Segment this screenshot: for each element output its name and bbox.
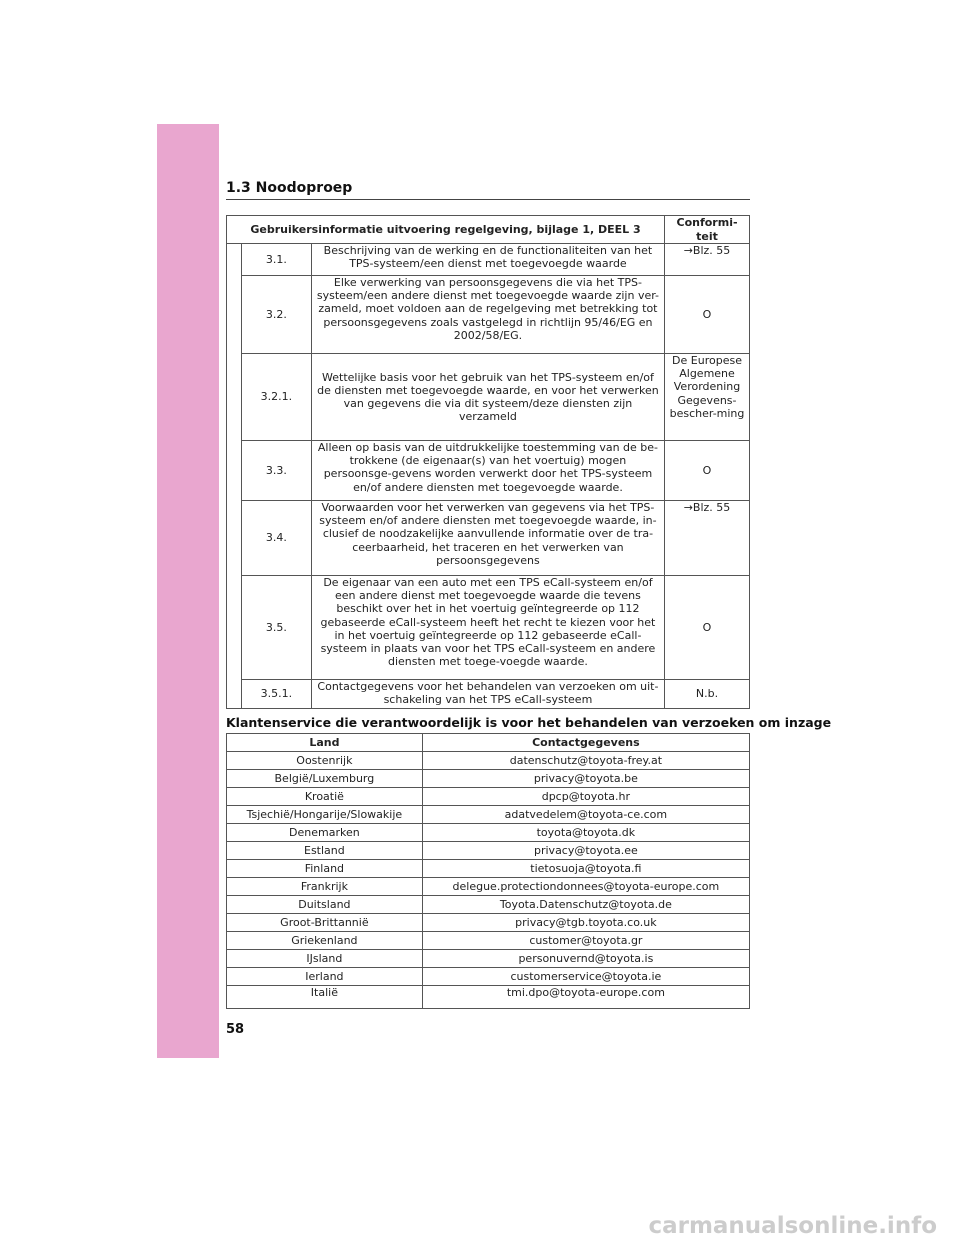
regulation-table-body <box>227 244 750 709</box>
country-cell: Groot-Brittannië <box>227 914 423 932</box>
country-cell: Ierland <box>227 968 423 986</box>
table-row <box>227 842 750 860</box>
table-row <box>227 932 750 950</box>
table-row <box>227 824 750 842</box>
country-cell: IJsland <box>227 950 423 968</box>
contact-email-cell: adatvedelem@toyota-ce.com <box>422 806 749 824</box>
row-number: 3.1. <box>241 244 311 276</box>
country-cell: Tsjechië/Hongarije/Slowakije <box>227 806 423 824</box>
row-conformity: →Blz. 55 <box>665 244 750 276</box>
table-row <box>227 441 750 501</box>
contact-email-cell: dpcp@toyota.hr <box>422 788 749 806</box>
row-description: Contactgegevens voor het behandelen van verzoeken om uit-schakeling van het TPS eCall-systeem <box>311 680 664 709</box>
country-cell: Griekenland <box>227 932 423 950</box>
contact-email-cell: customer@toyota.gr <box>422 932 749 950</box>
row-description: Wettelijke basis voor het gebruik van het TPS-systeem en/of de diensten met toegevoegde waarde, en voor het verwerken van gegevens die via dit systeem/deze diensten zijn verzameld <box>311 354 664 441</box>
contact-table <box>226 733 750 1009</box>
row-description: Alleen op basis van de uitdrukkelijke toestemming van de be-trokkene (de eigenaar(s) van het voertuig) mogen persoonsge-gevens worden verwerkt door het TPS-systeem en/of andere diensten met toegevoegde waarde. <box>311 441 664 501</box>
country-cell: Duitsland <box>227 896 423 914</box>
column-header-land: Land <box>227 734 423 752</box>
row-conformity: O <box>665 276 750 354</box>
contact-email-cell: datenschutz@toyota-frey.at <box>422 752 749 770</box>
table-row <box>227 501 750 576</box>
indent-cell <box>227 244 242 709</box>
table-row <box>227 860 750 878</box>
section-title: 1.3 Noodoproep <box>226 180 353 196</box>
row-conformity: →Blz. 55 <box>665 501 750 576</box>
table-row <box>227 878 750 896</box>
country-cell: Estland <box>227 842 423 860</box>
regulation-header-left: Gebruikersinformatie uitvoering regelgeving, bijlage 1, DEEL 3 <box>227 216 665 244</box>
contact-table-body <box>227 752 750 1009</box>
side-tab-bar <box>157 124 219 1058</box>
country-cell: Finland <box>227 860 423 878</box>
row-number: 3.4. <box>241 501 311 576</box>
row-number: 3.5. <box>241 576 311 680</box>
customer-service-heading: Klantenservice die verantwoordelijk is voor het behandelen van verzoeken om inzage <box>226 715 832 730</box>
table-row <box>227 752 750 770</box>
regulation-header-right: Conformi- teit <box>665 216 750 244</box>
country-cell: Denemarken <box>227 824 423 842</box>
row-conformity: O <box>665 576 750 680</box>
contact-email-cell: Toyota.Datenschutz@toyota.de <box>422 896 749 914</box>
table-row <box>227 244 750 276</box>
row-number: 3.5.1. <box>241 680 311 709</box>
contact-email-cell: toyota@toyota.dk <box>422 824 749 842</box>
contact-email-cell: privacy@toyota.be <box>422 770 749 788</box>
row-description: De eigenaar van een auto met een TPS eCall-systeem en/of een andere dienst met toegevoegde waarde die tevens beschikt over het in het voertuig geïntegreerde op 112 gebaseerde eCall-systeem heeft het recht te kiezen voor het in het voertuig geïntegreerde op 112 gebaseerde eCall-systeem in plaats van voor het TPS eCall-systeem en andere diensten met toege-voegde waarde. <box>311 576 664 680</box>
contact-email-cell: privacy@toyota.ee <box>422 842 749 860</box>
column-header-contact: Contactgegevens <box>422 734 749 752</box>
table-row <box>227 806 750 824</box>
row-number: 3.2.1. <box>241 354 311 441</box>
table-row <box>227 986 750 1009</box>
table-row <box>227 354 750 441</box>
contact-email-cell: customerservice@toyota.ie <box>422 968 749 986</box>
table-row <box>227 896 750 914</box>
row-number: 3.3. <box>241 441 311 501</box>
row-description: Beschrijving van de werking en de functionaliteiten van het TPS-systeem/een dienst met toegevoegde waarde <box>311 244 664 276</box>
country-cell: Oostenrijk <box>227 752 423 770</box>
row-conformity: O <box>665 441 750 501</box>
table-row <box>227 968 750 986</box>
page-number: 58 <box>226 1022 245 1037</box>
regulation-table <box>226 215 750 709</box>
contact-email-cell: tietosuoja@toyota.fi <box>422 860 749 878</box>
country-cell: België/Luxemburg <box>227 770 423 788</box>
table-row <box>227 770 750 788</box>
table-row <box>227 950 750 968</box>
table-row <box>227 680 750 709</box>
row-description: Elke verwerking van persoonsgegevens die via het TPS-systeem/een andere dienst met toegevoegde waarde zijn ver-zameld, moet voldoen aan de regelgeving met betrekking tot persoonsgegevens zoals vastgelegd in richtlijn 95/46/EG en 2002/58/EG. <box>311 276 664 354</box>
row-conformity: N.b. <box>665 680 750 709</box>
row-conformity: De Europese Algemene Verordening Gegevens-bescher-ming <box>665 354 750 441</box>
country-cell: Kroatië <box>227 788 423 806</box>
contact-email-cell: tmi.dpo@toyota-europe.com <box>422 986 749 1009</box>
table-row <box>227 788 750 806</box>
row-number: 3.2. <box>241 276 311 354</box>
contact-email-cell: privacy@tgb.toyota.co.uk <box>422 914 749 932</box>
country-cell: Italië <box>227 986 423 1009</box>
contact-email-cell: delegue.protectiondonnees@toyota-europe.com <box>422 878 749 896</box>
contact-email-cell: personuvernd@toyota.is <box>422 950 749 968</box>
watermark: carmanualsonline.info <box>648 1213 937 1239</box>
table-row <box>227 914 750 932</box>
table-row <box>227 576 750 680</box>
country-cell: Frankrijk <box>227 878 423 896</box>
table-row <box>227 276 750 354</box>
row-description: Voorwaarden voor het verwerken van gegevens via het TPS-systeem en/of andere diensten met toegevoegde waarde, in-clusief de noodzakelijke aanvullende informatie over de tra-ceerbaarheid, het traceren en het verwerken van persoonsgegevens <box>311 501 664 576</box>
section-divider <box>226 199 750 200</box>
